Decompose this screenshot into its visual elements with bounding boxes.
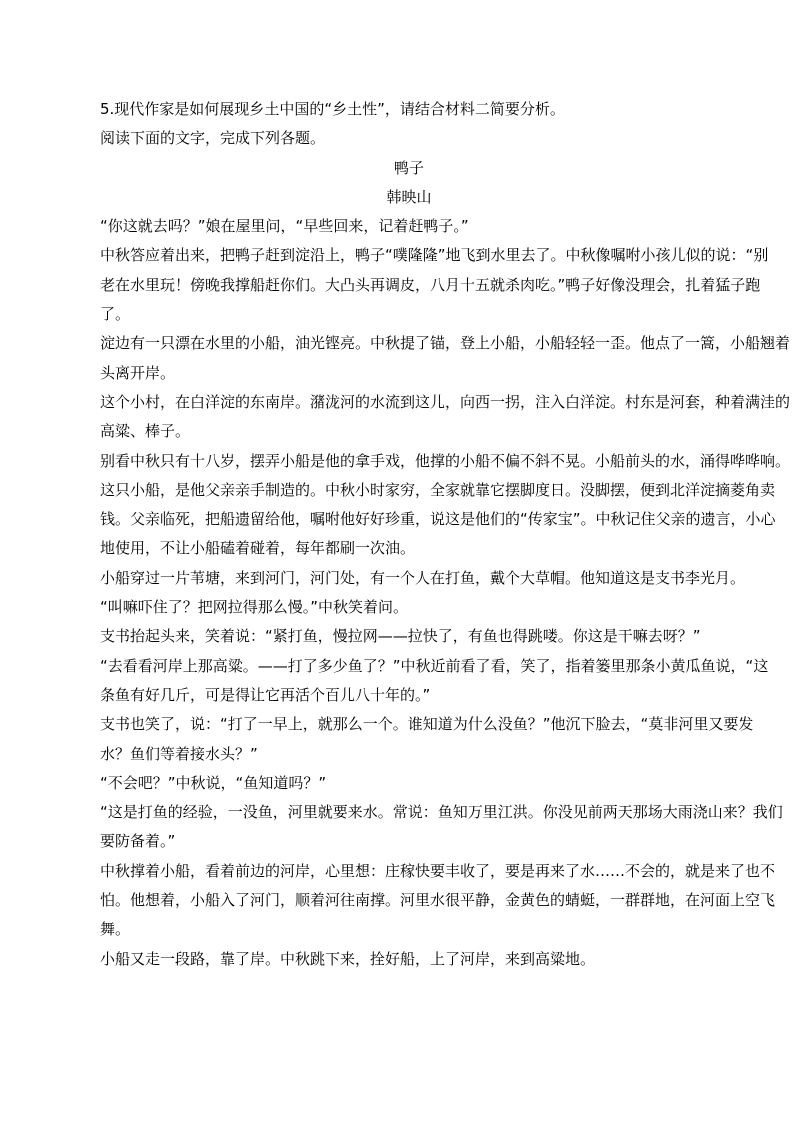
text-line: 水？鱼们等着接水头？” (100, 744, 258, 763)
text-line: 别看中秋只有十八岁，摆弄小船是他的拿手戏，他撑的小船不偏不斜不晃。小船前头的水，涌得哗哗响。 (100, 451, 791, 470)
text-line: 怕。他想着，小船入了河门，顺着河往南撑。河里水很平静，金黄色的蜻蜓，一群群地，在河面上空飞 (100, 891, 776, 910)
text-line: 舞。 (100, 920, 131, 939)
text-line: 这个小村，在白洋淀的东南岸。潴泷河的水流到这儿，向西一拐，注入白洋淀。村东是河套，种着满洼的 (100, 392, 791, 411)
document-page (100, 95, 791, 974)
text-line: 中秋答应着出来，把鸭子赶到淀沿上，鸭子“噗隆隆”地飞到水里去了。中秋像嘱咐小孩儿似的说：“别 (100, 246, 769, 265)
text-line: 小船又走一段路，靠了岸。中秋跳下来，拴好船，上了河岸，来到高粱地。 (100, 949, 596, 968)
text-line: 支书也笑了，说：“打了一早上，就那么一个。谁知道为什么没鱼？”他沉下脸去，“莫非河里又要发 (100, 715, 754, 734)
text-line: 钱。父亲临死，把船遗留给他，嘱咐他好好珍重，说这是他们的“传家宝”。中秋记住父亲的遗言，小心 (100, 510, 776, 529)
story-title: 鸭子 (393, 158, 424, 177)
instruction-line: 阅读下面的文字，完成下列各题。 (100, 129, 326, 148)
text-line: 老在水里玩！傍晚我撑船赶你们。大凸头再调皮，八月十五就杀肉吃。”鸭子好像没理会，扎着猛子跑 (100, 275, 761, 294)
text-line: 地使用，不让小船磕着碰着，每年都刷一次油。 (100, 539, 416, 558)
text-line: 中秋撑着小船，看着前边的河岸，心里想：庄稼快要丰收了，要是再来了水……不会的，就是来了也不 (100, 861, 776, 880)
text-line: “你这就去吗？”娘在屋里问，“早些回来，记着赶鸭子。” (100, 217, 469, 236)
text-line: “去看看河岸上那高粱。——打了多少鱼了？”中秋近前看了看，笑了，指着篓里那条小黄瓜鱼说，“这 (100, 656, 769, 675)
text-line: 了。 (100, 305, 131, 324)
question-line: 5.现代作家是如何展现乡土中国的“乡土性”，请结合材料二简要分析。 (100, 100, 565, 118)
text-line: 要防备着。” (100, 832, 176, 851)
text-line: “不会吧？”中秋说，“鱼知道吗？” (100, 773, 327, 792)
text-line: 小船穿过一片苇塘，来到河门，河门处，有一个人在打鱼，戴个大草帽。他知道这是支书李光月。 (100, 568, 746, 587)
text-line: 高粱、棒子。 (100, 422, 191, 441)
text-line: 支书抬起头来，笑着说：“紧打鱼，慢拉网——拉快了，有鱼也得跳喽。你这是干嘛去呀？” (100, 627, 701, 646)
text-line: 淀边有一只漂在水里的小船，油光铿亮。中秋提了锚，登上小船，小船轻轻一歪。他点了一篙，小船翘着 (100, 334, 791, 353)
text-line: “叫嘛吓住了？把网拉得那么慢。”中秋笑着问。 (100, 598, 409, 617)
text-line: 这只小船，是他父亲亲手制造的。中秋小时家穷，全家就靠它摆脚度日。没脚摆，便到北洋淀摘菱角卖 (100, 480, 776, 499)
text-line: “这是打鱼的经验，一没鱼，河里就要来水。常说：鱼知万里江洪。你没见前两天那场大雨浇山来？我们 (100, 803, 783, 822)
text-line: 头离开岸。 (100, 363, 176, 382)
text-line: 条鱼有好几斤，可是得让它再活个百儿八十年的。” (100, 685, 431, 704)
story-author: 韩映山 (386, 187, 432, 206)
